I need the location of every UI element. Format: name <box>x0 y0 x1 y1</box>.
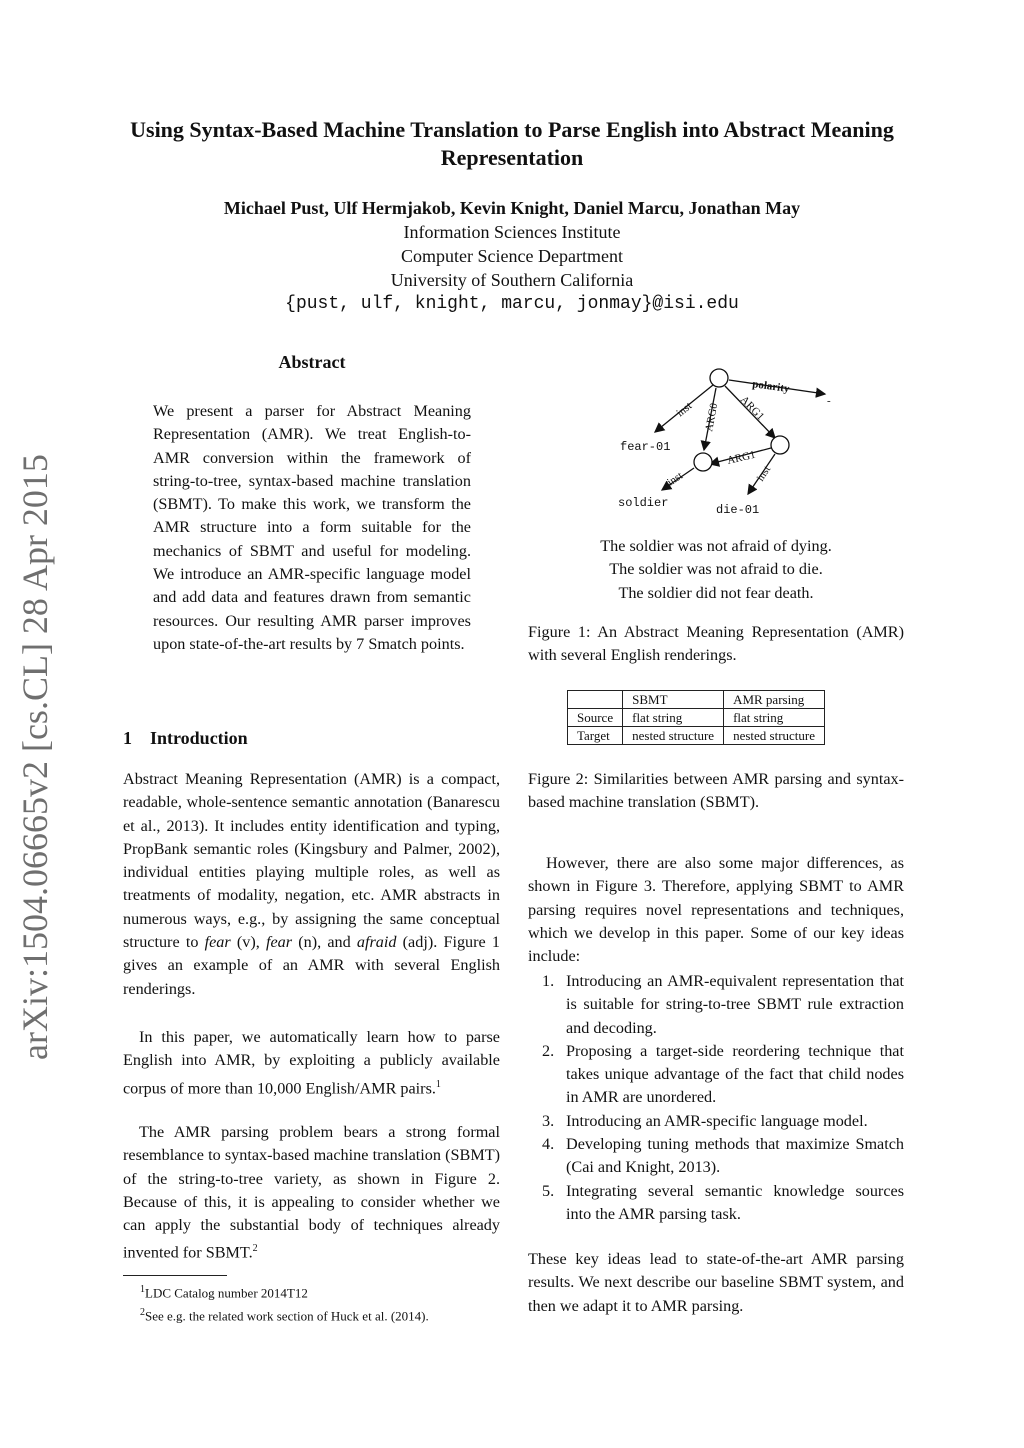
figure2-table <box>567 690 825 745</box>
table-header-row <box>568 691 825 709</box>
rendering-2: The soldier was not afraid to die. <box>609 560 823 579</box>
table-cell <box>568 691 623 709</box>
emphasis-fear-n: fear <box>265 933 293 952</box>
footnote-mark: 1 <box>140 1284 145 1295</box>
label-inst-die: inst <box>754 463 774 484</box>
list-number: 2. <box>542 1041 555 1060</box>
list-number: 4. <box>542 1135 555 1154</box>
author-email: {pust, ulf, knight, marcu, jonmay}@isi.edu <box>285 294 739 314</box>
closing-paragraph: These key ideas lead to state-of-the-art AMR parsing results. We next describe our baseline SBMT system, and then we adapt it to AMR parsing. <box>528 1250 904 1315</box>
author-block <box>100 196 924 316</box>
footnote-divider <box>123 1275 227 1276</box>
label-polarity: polarity <box>751 378 791 396</box>
key-ideas-list <box>528 970 904 1226</box>
footnote-text: LDC Catalog number 2014T12 <box>145 1285 308 1301</box>
table-row <box>568 709 825 727</box>
intro-text: The AMR parsing problem bears a strong formal resemblance to syntax-based machine translation (SBMT) of the string-to-tree variety, as shown in Figure 2. Because of this, it is appealing to consider whether we can apply the substantial body of techniques already invented for SBMT. <box>123 1123 500 1262</box>
footnote-text: See e.g. the related work section of Huck et al. (2014). <box>145 1308 429 1324</box>
table-cell: flat string <box>623 709 724 727</box>
section-heading-introduction: 1 Introduction <box>123 728 248 748</box>
affiliation-1: Information Sciences Institute <box>403 222 621 242</box>
concept-die: die-01 <box>716 503 760 517</box>
figure1-caption: Figure 1: An Abstract Meaning Representation (AMR) with several English renderings. <box>528 623 904 665</box>
list-number: 5. <box>542 1181 555 1200</box>
list-item <box>528 1110 904 1133</box>
list-item <box>528 1180 904 1227</box>
label-arg0: ARG0 <box>703 402 721 433</box>
footnote-mark: 2 <box>140 1307 145 1319</box>
footnote-2 <box>140 1303 510 1326</box>
footnote-ref-2: 2 <box>252 1243 258 1255</box>
rendering-1: The soldier was not afraid of dying. <box>600 537 832 555</box>
list-text: Developing tuning methods that maximize Smatch (Cai and Knight, 2013). <box>566 1135 904 1177</box>
figure2-caption: Figure 2: Similarities between AMR parsing and syntax-based machine translation (SBMT). <box>528 770 904 812</box>
list-item <box>528 1133 904 1180</box>
intro-text: In this paper, we automatically learn how to parse English into AMR, by exploiting a publicly available corpus of more than 10,000 English/AMR pairs. <box>123 1028 500 1097</box>
footnotes <box>140 1280 510 1327</box>
emphasis-fear-v: fear <box>204 933 231 952</box>
affiliation-2: Computer Science Department <box>401 246 623 266</box>
list-text: Integrating several semantic knowledge sources into the AMR parsing task. <box>566 1181 904 1223</box>
intro-paragraph-1 <box>123 768 500 1001</box>
concept-fear: fear-01 <box>620 440 671 454</box>
concept-soldier: soldier <box>618 496 669 510</box>
list-item <box>528 970 904 1040</box>
label-inst-top: inst <box>674 399 695 420</box>
table-cell: SBMT <box>623 691 724 709</box>
soldier-node <box>694 453 712 471</box>
table-cell: Source <box>568 709 623 727</box>
table-row <box>568 727 825 745</box>
list-number: 3. <box>542 1111 555 1130</box>
list-number: 1. <box>542 972 555 990</box>
intro-text: Abstract Meaning Representation (AMR) is a compact, readable, whole-sentence semantic annotation (Banarescu et al., 2013). It includes entity identification and typing, PropBank semantic roles (Kingsbury and Palmer, 2002), individual entities playing multiple roles, as well as treatments of modality, negation, etc. AMR abstracts in numerous ways, e.g., by assigning the same conceptual structure to <box>123 770 500 952</box>
label-arg1-top: ARG1 <box>737 393 767 423</box>
table-cell: Target <box>568 727 623 745</box>
paper-title: Using Syntax-Based Machine Translation to Parse English into Abstract Meaning Representation <box>130 117 894 170</box>
abstract-heading: Abstract <box>278 352 346 372</box>
emphasis-afraid: afraid <box>356 933 397 952</box>
intro-text: (n), and <box>292 933 357 952</box>
footnote-1 <box>140 1280 510 1303</box>
table-cell: nested structure <box>724 727 825 745</box>
amr-graph-figure <box>600 360 900 520</box>
table-cell: flat string <box>724 709 825 727</box>
die-node <box>771 436 789 454</box>
label-arg1-lower: ARG1 <box>725 448 757 467</box>
intro-paragraph-3 <box>123 1121 500 1265</box>
root-node <box>710 369 728 387</box>
author-names: Michael Pust, Ulf Hermjakob, Kevin Knight, Daniel Marcu, Jonathan May <box>223 198 801 218</box>
footnote-ref-1: 1 <box>435 1078 441 1090</box>
arxiv-stamp: arXiv:1504.06665v2 [cs.CL] 28 Apr 2015 <box>15 454 55 1060</box>
list-text: Proposing a target-side reordering technique that takes unique advantage of the fact that child nodes in AMR are unordered. <box>566 1041 904 1107</box>
list-text: Introducing an AMR-equivalent representation that is suitable for string-to-tree SBMT rule extraction and decoding. <box>566 972 904 1037</box>
differences-paragraph: However, there are also some major differences, as shown in Figure 3. Therefore, applying SBMT to AMR parsing requires novel representations and techniques, which we develop in this paper. Some of our key ideas include: <box>528 854 904 966</box>
label-minus: - <box>827 395 831 407</box>
table-cell: AMR parsing <box>724 691 825 709</box>
label-inst-soldier: inst <box>665 469 685 489</box>
affiliation-3: University of Southern California <box>390 270 634 290</box>
rendering-3: The soldier did not fear death. <box>618 583 814 602</box>
abstract-text: We present a parser for Abstract Meaning Representation (AMR). We treat English-to-AMR conversion within the framework of string-to-tree, syntax-based machine translation (SBMT). To make this work, we transform the AMR structure into a form suitable for the mechanics of SBMT and useful for modeling. We introduce an AMR-specific language model and add data and features drawn from semantic resources. Our resulting AMR parser improves upon state-of-the-art results by 7 Smatch points. <box>153 402 471 653</box>
intro-text: (v), <box>230 933 266 952</box>
intro-paragraph-2 <box>123 1026 500 1100</box>
figure1-renderings <box>528 535 904 605</box>
list-item <box>528 1040 904 1110</box>
intro-text: (adj). Figure 1 gives an example of an AMR with several English renderings. <box>123 933 500 998</box>
list-text: Introducing an AMR-specific language model. <box>566 1111 868 1130</box>
table-cell: nested structure <box>623 727 724 745</box>
